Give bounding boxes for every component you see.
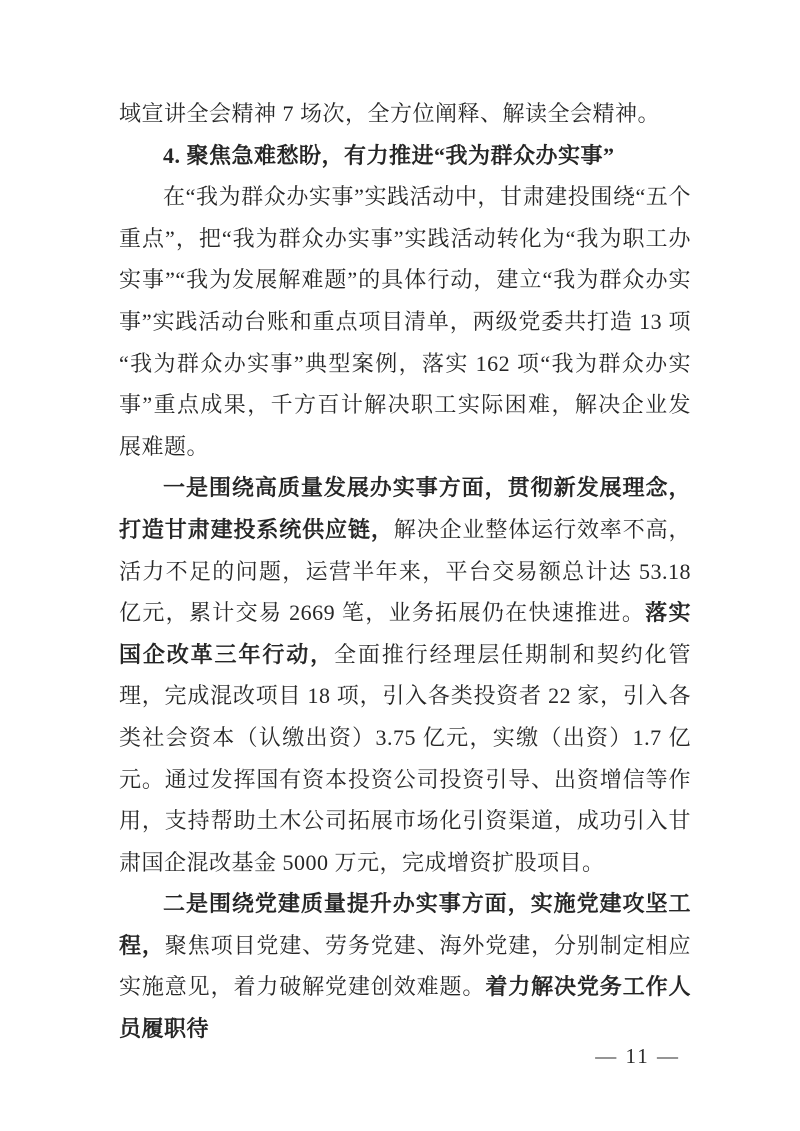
- text-run: 在“我为群众办实事”实践活动中，甘肃建投围绕“五个重点”，把“我为群众办实事”实践活动转化为“我为职工办实事”“我为发展解难题”的具体行动，建立“我为群众办实事”实践活动台账和重点项目清单，两级党委共打造 13 项“我为群众办实事”典型案例，落实 162 项“我为群众办实事”重点成果，千方百计解决职工实际困难，解决企业发展难题。: [119, 184, 691, 459]
- text-run: 解决企业整体运行效率不高，活力不足的问题，运营半年来，平台交易额总计达 53.18 亿元，累计交易 2669 笔，业务拓展仍在快速推进。: [119, 516, 691, 626]
- text-run: 域宣讲全会精神 7 场次，全方位阐释、解读全会精神。: [119, 101, 661, 126]
- text-run: 聚焦项目党建、劳务党建、海外党建，分别制定相应实施意见，着力破解党建创效难题。: [119, 932, 691, 1000]
- paragraph-practice-activity: [119, 176, 691, 467]
- paragraph-high-quality-development: [119, 467, 691, 883]
- text-run-bold: 一是围绕高质量发展办实事方面，贯彻新发展理念，打造甘肃建投系统供应链，: [119, 475, 691, 542]
- text-run-bold: 二是围绕党建质量提升办实事方面，实施党建攻坚工程，: [119, 891, 691, 958]
- text-run-bold: 着力解决党务工作人员履职待: [119, 974, 691, 1042]
- document-content: [119, 93, 691, 1050]
- page-number: — 11 —: [595, 1044, 680, 1068]
- text-run-bold: 落实国企改革三年行动，: [119, 600, 691, 667]
- section-heading-text: 4. 聚焦急难愁盼，有力推进“我为群众办实事”: [163, 142, 615, 168]
- paragraph-continuation: [119, 93, 691, 135]
- paragraph-party-building: [119, 883, 691, 1049]
- section-heading: [119, 135, 691, 177]
- text-run: 全面推行经理层任期制和契约化管理，完成混改项目 18 项，引入各类投资者 22 家，引入各类社会资本（认缴出资）3.75 亿元，实缴（出资）1.7 亿元。通过发挥国有资本投资公司投资引导、出资增信等作用，支持帮助土木公司拓展市场化引资渠道，成功引入甘肃国企混改基金 5000 万元，完成增资扩股项目。: [119, 641, 691, 875]
